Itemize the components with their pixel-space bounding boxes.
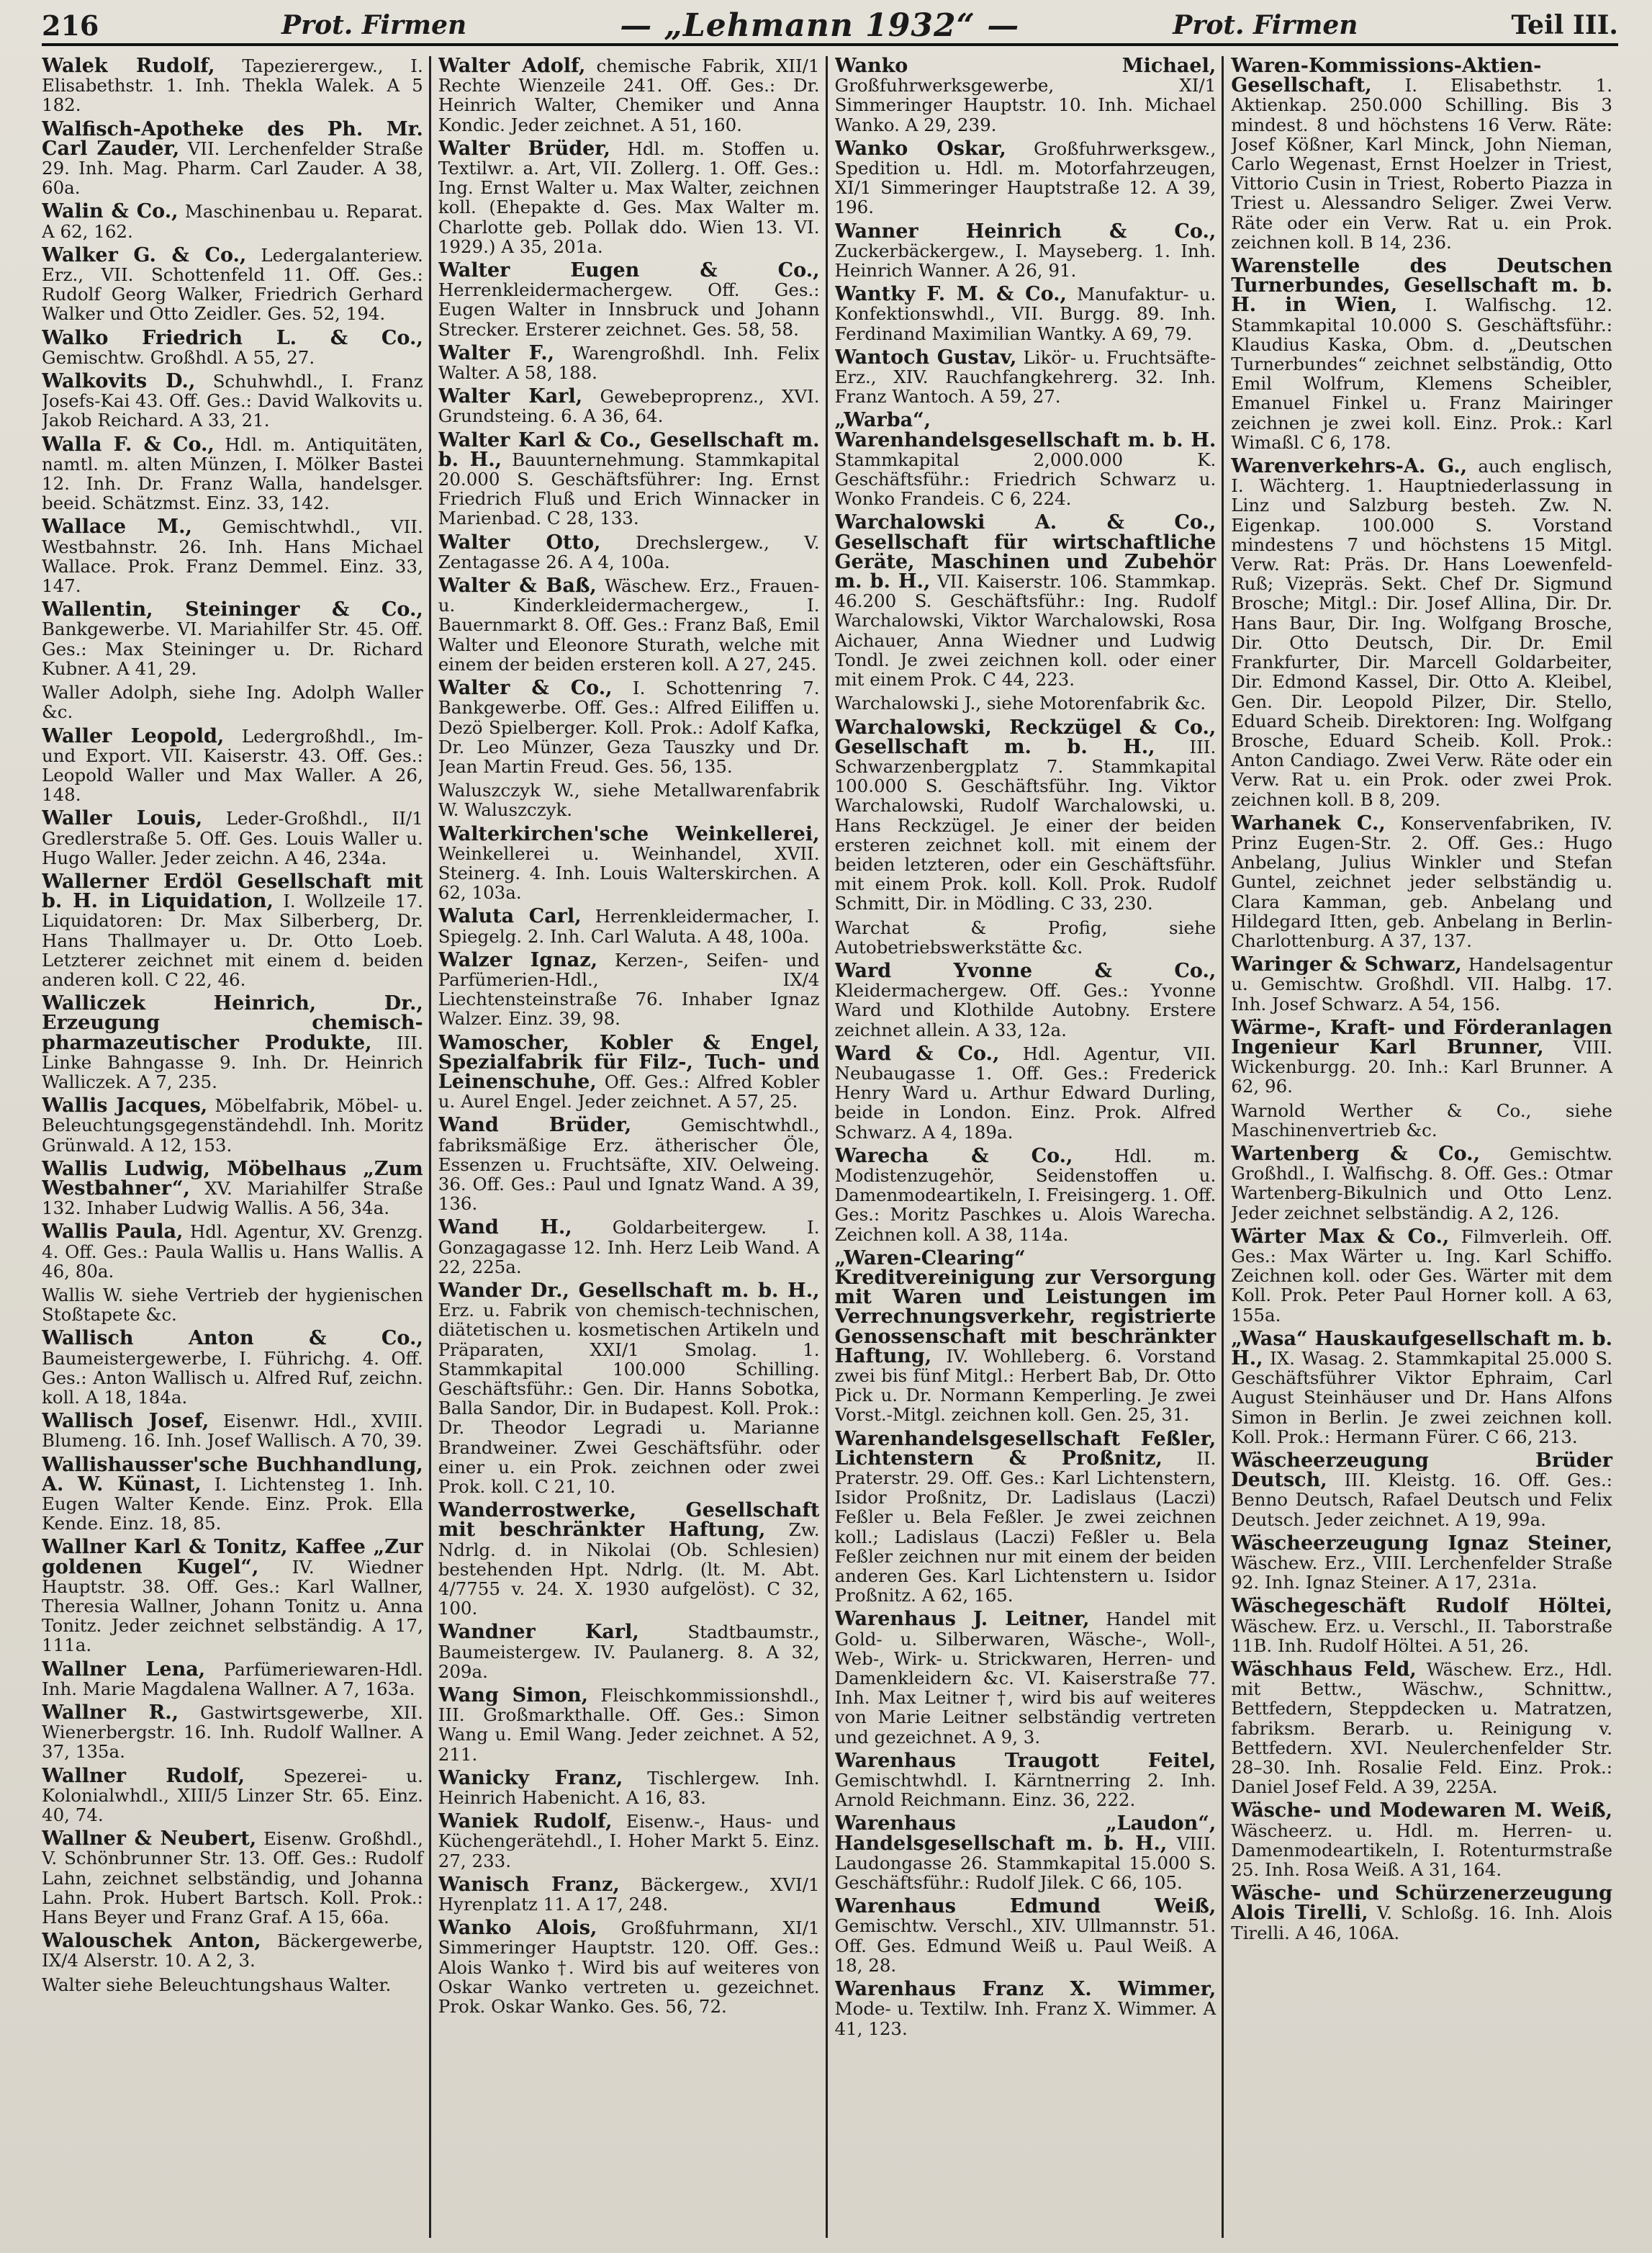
directory-entry: [1231, 56, 1612, 252]
column-4: [1231, 56, 1618, 2238]
section-heading-right: Prot. Firmen: [1173, 10, 1358, 40]
entry-details: VII. Lerchenfelder Straße 29. Inh. Mag. Pharm. Carl Zauder. A 38, 60a.: [42, 138, 423, 199]
entry-details: Warnold Werther & Co., siehe Maschinenvertrieb &c.: [1231, 1099, 1612, 1141]
section-heading-left: Prot. Firmen: [281, 10, 467, 40]
directory-entry: [835, 961, 1217, 1040]
entry-details: Zuckerbäckergew., I. Mayseberg. 1. Inh. Heinrich Wanner. A 26, 91.: [834, 240, 1217, 282]
entry-details: I. Wollzeile 17. Liquidatoren: Dr. Max Silberberg, Dr. Hans Thallmayer u. Dr. Otto Loeb. Letzterer zeichnet mit einem d. beiden anderen koll. C 22, 46.: [42, 891, 423, 990]
directory-entry: [42, 1096, 423, 1155]
entry-details: Warengroßhdl. Inh. Felix Walter. A 58, 188.: [438, 342, 820, 384]
entry-company-name: Wäscheerzeugung Brüder Deutsch,: [1231, 1449, 1612, 1492]
entry-company-name: Wand H.,: [438, 1216, 572, 1239]
entry-company-name: Walla F. & Co.,: [42, 433, 215, 456]
entry-details: Warchat & Profig, siehe Autobetriebswerkstätte &c.: [834, 917, 1217, 958]
entry-details: IV. Wiedner Hauptstr. 38. Off. Ges.: Karl Wallner, Theresia Wallner, Johann Tonitz u. Anna Tonitz. Jeder zeichnet selbständig. A 17, 111a.: [42, 1556, 423, 1656]
directory-entry: [42, 243, 423, 325]
entry-company-name: Wanderrostwerke, Gesellschaft mit beschränkter Haftung,: [438, 1499, 820, 1542]
entry-details: auch englisch, I. Wächterg. 1. Hauptniederlassung in Linz und Salzburg besteh. Zw. N. Eigenkap. 100.000 S. Vorstand mindestens 7 und höchstens 15 Mitgl. Verw. Rat: Präs. Dr. Hans Loewenfeld-Ruß; Vizepräs. Sekt. Chef Dr. Sigmund Brosche; Mitgl.: Dir. Josef Allina, Dir. Dr. Hans Baur, Dir. Ing. Wolfgang Brosche, Dir. Otto Deutsch, Dir. Dr. Emil Frankfurter, Dir. Marcell Goldarbeiter, Dir. Edmond Kassel, Dir. Otto A. Kleibel, Gen. Dir. Leopold Pilzer, Dir. Stello, Eduard Scheib. Direktoren: Ing. Wolfgang Brosche, Eduard Scheib. Koll. Prok.: Anton Candiago. Zwei Verw. Räte oder ein Verw. Rat u. ein Prok. oder zwei Prok. zeichnen koll. B 8, 209.: [1231, 456, 1613, 810]
directory-entry: [42, 872, 423, 989]
entry-details: Likör- u. Fruchtsäfte-Erz., XIV. Rauchfangkehrerg. 32. Inh. Franz Wantoch. A 59, 27.: [834, 346, 1217, 408]
entry-details: Bäckergewerbe, IX/4 Alserstr. 10. A 2, 3.: [42, 1930, 423, 1971]
entry-company-name: Waren-Kommissions-Aktien-Gesellschaft,: [1231, 56, 1542, 97]
directory-entry: [1231, 256, 1612, 452]
entry-company-name: Wäsche- und Schürzenerzeugung Alois Tirelli,: [1231, 1882, 1612, 1925]
page-number: 216: [42, 9, 99, 42]
entry-details: Mode- u. Textilw. Inh. Franz X. Wimmer. A 41, 123.: [834, 1998, 1217, 2039]
entry-details: Herrenkleidermacher, I. Spiegelg. 2. Inh. Carl Waluta. A 48, 100a.: [438, 906, 820, 947]
directory-entry: [1231, 1660, 1612, 1796]
directory-entry: [438, 56, 820, 135]
directory-entry: [835, 1146, 1217, 1244]
entry-details: IX. Wasag. 2. Stammkapital 25.000 S. Geschäftsführer Viktor Ephraim, Carl August Steinhäuser und Dr. Hans Alfons Simon in Berlin. Je zwei zeichnen koll. Koll. Prok.: Hermann Fürer. C 66, 213.: [1231, 1348, 1612, 1447]
entry-company-name: Wallace M.,: [42, 516, 192, 539]
entry-details: Schuhwhdl., I. Franz Josefs-Kai 43. Off. Ges.: David Walkovits u. Jakob Reichard. A 33, 21.: [42, 371, 423, 431]
entry-company-name: Walter Eugen & Co.,: [438, 259, 820, 282]
entry-details: Wäschew. Erz., Hdl. mit Bettw., Wäschw., Schnittw., Bettfedern, Steppdecken u. Matratzen, fabriksm. Berarb. u. Reinigung v. Bettfedern. XVI. Neulerchenfelder Str. 28–30. Inh. Rosalie Feld. Einz. Prok.: Daniel Josef Feld. A 39, 225A.: [1231, 1659, 1612, 1798]
entry-details: Stammkapital 2,000.000 K. Geschäftsführ.: Friedrich Schwarz u. Wonko Frandeis. C 6, 224.: [834, 449, 1217, 510]
directory-entry: [835, 513, 1217, 689]
entry-details: Off. Ges.: Alfred Kobler u. Aurel Engel. Jeder zeichnet. A 57, 25.: [438, 1071, 820, 1112]
entry-details: Waller Adolph, siehe Ing. Adolph Waller &c.: [42, 682, 423, 723]
entry-details: Bauunternehmung. Stammkapital 20.000 S. Geschäftsführer: Ing. Ernst Friedrich Fluß und Erich Winnacker in Marienbad. C 28, 133.: [438, 449, 820, 529]
directory-entry: [42, 809, 423, 868]
entry-company-name: Walter & Baß,: [438, 575, 597, 598]
entry-details: Bankgewerbe. VI. Mariahilfer Str. 45. Off. Ges.: Max Steininger u. Dr. Richard Kubner. A 41, 29.: [42, 619, 423, 679]
directory-entry: [1231, 1329, 1612, 1447]
entry-details: Großfuhrwerksgewerbe, XI/1 Simmeringer Hauptstr. 10. Inh. Michael Wanko. A 29, 239.: [834, 75, 1217, 135]
entry-details: Wäschew. Erz., Frauen- u. Kinderkleidermachergew., I. Bauernmarkt 8. Off. Ges.: Franz Baß, Emil Walter und Eleonore Sturath, welche mit einem der beiden ersteren koll. A 27, 245.: [438, 575, 820, 675]
entry-details: III. Schwarzenbergplatz 7. Stammkapital 100.000 S. Geschäftsführ. Ing. Viktor Warchalowski, Rudolf Warchalowski, u. Hans Reckzügel. Je einer der beiden ersteren zeichnet koll. mit einem der beiden letzteren, oder ein Geschäftsführ. mit einem Prok. koll. Koll. Prok. Rudolf Schmitt, Dir. in Mödling. C 33, 230.: [834, 736, 1217, 914]
entry-details: Wäschew. Erz. u. Verschl., II. Taborstraße 11B. Inh. Rudolf Höltei. A 51, 26.: [1231, 1615, 1612, 1656]
directory-entry: [438, 1622, 820, 1681]
entry-company-name: „Wasa“ Hauskaufgesellschaft m. b. H.,: [1231, 1327, 1612, 1370]
directory-entry: [42, 1975, 423, 1995]
entry-details: Gewebeproprenz., XVI. Grundsteing. 6. A 36, 64.: [438, 386, 820, 427]
entry-details: Herrenkleidermachergew. Off. Ges.: Eugen Walter in Innsbruck und Johann Strecker. Ersterer zeichnet. Ges. 58, 58.: [438, 279, 820, 340]
directory-entry: [835, 348, 1217, 407]
directory-entry: [42, 1660, 423, 1699]
entry-details: Kerzen-, Seifen- und Parfümerien-Hdl., IX/4 Liechtensteinstraße 76. Inhaber Ignaz Walzer. Einz. 39, 98.: [438, 949, 820, 1030]
entry-company-name: Wärme-, Kraft- und Förderanlagen Ingenieur Karl Brunner,: [1231, 1016, 1612, 1058]
directory-entry: [42, 56, 423, 115]
entry-details: Zw. Ndrlg. d. in Nikolai (Ob. Schlesien) bestehenden Hpt. Ndrlg. (lt. M. Abt. 4/7755 v. 24. X. 1930 aufgelöst). C 32, 100.: [438, 1519, 820, 1619]
entry-details: Goldarbeitergew. I. Gonzagagasse 12. Inh. Herz Leib Wand. A 22, 225a.: [438, 1217, 820, 1277]
directory-entry: [438, 1875, 820, 1914]
entry-company-name: Wallner & Neubert,: [42, 1827, 257, 1850]
directory-entry: [1231, 811, 1612, 951]
entry-company-name: Walkovits D.,: [42, 370, 196, 393]
directory-entry: [42, 1829, 423, 1927]
directory-entry: [438, 1033, 820, 1112]
entry-company-name: Wanisch Franz,: [438, 1873, 620, 1896]
directory-entry: [42, 1411, 423, 1450]
column-2: [438, 56, 828, 2238]
entry-company-name: Walter F.,: [438, 341, 555, 364]
entry-company-name: Walter Karl & Co., Gesellschaft m. b. H.,: [438, 428, 820, 471]
directory-entry: [438, 1918, 820, 2016]
directory-entry: [834, 1246, 1217, 1426]
entry-details: Maschinenbau u. Reparat. A 62, 162.: [42, 201, 423, 242]
directory-entry: [438, 533, 820, 572]
directory-entry: [42, 1285, 423, 1324]
directory-entry: [835, 718, 1217, 914]
directory-entry: [1231, 1534, 1612, 1593]
entry-details: Gemischtwhdl. I. Kärntnerring 2. Inh. Arnold Reichmann. Einz. 36, 222.: [834, 1770, 1217, 1811]
entry-company-name: Warenstelle des Deutschen Turnerbundes, Gesellschaft m. b. H. in Wien,: [1231, 255, 1612, 317]
directory-entry: [835, 1044, 1217, 1142]
entry-details: Leder-Großhdl., II/1 Gredlerstraße 5. Off. Ges. Louis Waller u. Hugo Waller. Jeder zeichn. A 46, 234a.: [42, 808, 423, 868]
entry-company-name: Wamoscher, Kobler & Engel, Spezialfabrik für Filz-, Tuch- und Leinenschuhe,: [438, 1031, 820, 1093]
entry-details: II. Praterstr. 29. Off. Ges.: Karl Lichtenstern, Isidor Proßnitz, Dr. Ladislaus (Laczi) Feßler u. Bela Feßler. Je zwei zeichnen koll.; Ladislaus (Laczi) Feßler u. Bela Feßler zeichnen nur mit einem der beiden anderen Ges. Karl Lichtenstern u. Isidor Proßnitz. A 62, 165.: [834, 1447, 1217, 1606]
directory-entry: [42, 1703, 423, 1762]
entry-company-name: Warchalowski A. & Co., Gesellschaft für wirtschaftliche Geräte, Maschinen und Zubehör m. b. H.,: [834, 511, 1217, 593]
entry-details: Gemischtw. Großhdl., I. Walfischg. 8. Off. Ges.: Otmar Wartenberg-Bikulnich und Otto Lenz. Jeder zeichnet selbständig. A 2, 126.: [1231, 1143, 1612, 1223]
directory-entry: [42, 117, 423, 199]
entry-details: Tischlergew. Inh. Heinrich Habenicht. A 16, 83.: [438, 1767, 820, 1809]
entry-details: I. Schottenring 7. Bankgewerbe. Off. Ges.: Alfred Eiliffen u. Dezö Spielberger. Koll. Prok.: Adolf Kafka, Dr. Leo Münzer, Geza Tauszky und Dr. Jean Martin Freud. Ges. 56, 135.: [438, 678, 820, 777]
entry-company-name: Wallisch Josef,: [42, 1410, 209, 1433]
entry-details: Großfuhrmann, XI/1 Simmeringer Hauptstr. 120. Off. Ges.: Alois Wanko †. Wird bis auf weiteres von Oskar Wanko vertreten u. gezeichnet. Prok. Oskar Wanko. Ges. 56, 72.: [438, 1917, 820, 2018]
entry-company-name: Walin & Co.,: [42, 200, 179, 223]
entry-company-name: Walter Brüder,: [438, 137, 610, 160]
entry-company-name: Wand Brüder,: [438, 1114, 632, 1137]
directory-entry: [438, 139, 820, 256]
entry-details: Ledergalanteriew. Erz., VII. Schottenfeld 11. Off. Ges.: Rudolf Georg Walker, Friedrich Gerhard Walker und Otto Zeidler. Ges. 52, 194.: [42, 244, 423, 325]
directory-entry: [835, 1897, 1217, 1975]
directory-entry: [42, 994, 423, 1092]
part-label: Teil III.: [1511, 10, 1618, 40]
entry-details: Gemischtw. Verschl., XIV. Ullmannstr. 51. Off. Ges. Edmund Weiß u. Paul Weiß. A 18, 28.: [834, 1915, 1217, 1976]
entry-details: chemische Fabrik, XII/1 Rechte Wienzeile 241. Off. Ges.: Dr. Heinrich Walter, Chemiker und Anna Kondic. Jeder zeichnet. A 51, 160.: [438, 56, 820, 135]
columns: [42, 56, 1618, 2238]
entry-company-name: Wanner Heinrich & Co.,: [834, 220, 1217, 243]
directory-entry: [42, 1931, 423, 1970]
entry-details: Wäschew. Erz., VIII. Lerchenfelder Straße 92. Inh. Ignaz Steiner. A 17, 231a.: [1231, 1552, 1612, 1593]
entry-company-name: Walzer Ignaz,: [438, 948, 597, 971]
entry-company-name: Waniek Rudolf,: [438, 1810, 613, 1833]
directory-entry: [835, 139, 1217, 217]
entry-details: Hdl. Agentur, VII. Neubaugasse 1. Off. Ges.: Frederick Henry Ward u. Arthur Edward Durling, beide in London. Einz. Prok. Alfred Schwarz. A 4, 189a.: [834, 1043, 1217, 1143]
entry-details: VIII. Laudongasse 26. Stammkapital 15.000 S. Geschäftsführ.: Rudolf Jilek. C 66, 105.: [834, 1832, 1217, 1894]
entry-company-name: Waller Louis,: [42, 807, 203, 830]
entry-company-name: Warenhandelsgesellschaft Feßler, Lichtenstern & Proßnitz,: [834, 1427, 1217, 1470]
entry-details: Hdl. m. Antiquitäten, namtl. m. alten Münzen, I. Mölker Bastei 12. Inh. Dr. Franz Walla, handelsger. beeid. Schätzmst. Einz. 33, 142.: [42, 433, 423, 514]
directory-entry: [835, 918, 1217, 957]
entry-company-name: Warenhaus Franz X. Wimmer,: [834, 1978, 1217, 2001]
directory-entry: [42, 1159, 423, 1218]
directory-entry: [1231, 1018, 1612, 1097]
entry-details: Hdl. m. Stoffen u. Textilwr. a. Art, VII. Zollerg. 1. Off. Ges.: Ing. Ernst Walter u. Max Walter, zeichnen koll. (Ehepakte d. Ges. Max Walter m. Charlotte geb. Pollak ddo. Wien 13. VI. 1929.) A 35, 201a.: [438, 138, 820, 257]
entry-details: Drechslergew., V. Zentagasse 26. A 4, 100a.: [438, 531, 820, 572]
entry-details: Gemischtwhdl., VII. Westbahnstr. 26. Inh. Hans Michael Wallace. Prok. Franz Demmel. Einz. 33, 147.: [42, 516, 423, 597]
column-3: [835, 56, 1224, 2238]
entry-company-name: Wanko Oskar,: [834, 137, 1006, 160]
entry-details: I. Elisabethstr. 1. Aktienkap. 250.000 Schilling. Bis 3 mindest. 8 und höchstens 16 Verw. Räte: Josef Kößner, Karl Minck, John Nieman, Carlo Wegenast, Ernst Hoelzer in Triest, Vittorio Cusin in Triest, Roberto Piazza in Triest u. Alessandro Seliger. Zwei Verw. Räte oder ein Verw. Rat u. ein Prok. zeichnen koll. B 14, 236.: [1231, 75, 1612, 253]
entry-company-name: Wantky F. M. & Co.,: [834, 283, 1067, 306]
directory-entry: [1231, 1451, 1612, 1529]
entry-company-name: Wantoch Gustav,: [834, 346, 1017, 369]
directory-entry: [438, 576, 820, 674]
entry-company-name: Wallner Rudolf,: [42, 1764, 245, 1787]
entry-company-name: Walter Adolf,: [438, 56, 586, 77]
directory-entry: [835, 1751, 1217, 1810]
directory-entry: [1231, 1884, 1612, 1943]
entry-company-name: Walter Karl,: [438, 385, 583, 408]
entry-company-name: Wallisch Anton & Co.,: [42, 1327, 423, 1350]
directory-entry: [42, 435, 423, 513]
entry-details: Gemischtw. Großhdl. A 55, 27.: [42, 346, 315, 368]
entry-company-name: Wallner Karl & Tonitz, Kaffee „Zur goldenen Kugel“,: [42, 1536, 423, 1578]
entry-details: IV. Wohlleberg. 6. Vorstand zwei bis fünf Mitgl.: Herbert Bab, Dr. Otto Pick u. Dr. Normann Kemperling. Je zwei Vorst.-Mitgl. zeichnen koll. Gen. 25, 31.: [834, 1345, 1217, 1426]
entry-details: Baumeistergewerbe, I. Führichg. 4. Off. Ges.: Anton Wallisch u. Alfred Ruf, zeichn. koll. A 18, 184a.: [42, 1347, 423, 1408]
directory-title: — „Lehmann 1932“ —: [620, 6, 1020, 44]
entry-details: III. Kleistg. 16. Off. Ges.: Benno Deutsch, Rafael Deutsch und Felix Deutsch. Jeder zeichnet. A 19, 99a.: [1231, 1470, 1612, 1530]
entry-company-name: Ward Yvonne & Co.,: [834, 959, 1217, 982]
entry-company-name: Waller Leopold,: [42, 724, 225, 747]
entry-company-name: Wäschegeschäft Rudolf Höltei,: [1231, 1595, 1612, 1618]
entry-details: Bäckergew., XVI/1 Hyrenplatz 11. A 17, 248.: [438, 1874, 820, 1915]
entry-company-name: Wallerner Erdöl Gesellschaft mit b. H. in Liquidation,: [42, 870, 423, 913]
entry-company-name: Warenhaus Traugott Feitel,: [834, 1749, 1217, 1772]
directory-entry: [438, 343, 820, 382]
entry-details: Parfümeriewaren-Hdl. Inh. Marie Magdalena Wallner. A 7, 163a.: [42, 1658, 423, 1699]
entry-details: Ledergroßhdl., Im- und Export. VII. Kaiserstr. 43. Off. Ges.: Leopold Waller und Max Waller. A 26, 148.: [42, 725, 423, 806]
directory-entry: [438, 678, 820, 776]
entry-company-name: Wallentin, Steininger & Co.,: [42, 598, 423, 621]
directory-entry: [438, 1115, 820, 1213]
directory-entry: [438, 1768, 820, 1807]
entry-company-name: Wanko Michael,: [834, 56, 1217, 77]
entry-details: Hdl. m. Modistenzugehör, Seidenstoffen u. Damenmodeartikeln, I. Freisingerg. 1. Off. Ges.: Moritz Paschkes u. Alois Warecha. Zeichnen koll. A 38, 114a.: [834, 1145, 1217, 1245]
entry-company-name: Wandner Karl,: [438, 1621, 639, 1644]
entry-company-name: Warhanek C.,: [1231, 811, 1386, 835]
entry-company-name: Warenhaus „Laudon“, Handelsgesellschaft m. b. H.,: [834, 1812, 1217, 1855]
entry-company-name: Wäschhaus Feld,: [1231, 1658, 1417, 1681]
entry-details: I. Lichtensteg 1. Inh. Eugen Walter Kende. Einz. Prok. Ella Kende. Einz. 18, 85.: [42, 1473, 423, 1534]
entry-company-name: Waringer & Schwarz,: [1231, 953, 1462, 976]
directory-entry: [42, 202, 423, 240]
entry-details: Gemischtwhdl., fabriksmäßige Erz. ätherischer Öle, Essenzen u. Fruchtsäfte, XIV. Oelweing. 36. Off. Ges.: Paul und Ignatz Wand. A 39, 136.: [438, 1115, 820, 1215]
entry-company-name: Walko Friedrich L. & Co.,: [42, 326, 423, 349]
directory-entry: [1231, 955, 1612, 1014]
directory-entry: [835, 1979, 1217, 2038]
entry-company-name: Warecha & Co.,: [834, 1144, 1073, 1167]
entry-company-name: Wanko Alois,: [438, 1917, 597, 1940]
entry-company-name: Wallner R.,: [42, 1701, 179, 1724]
entry-company-name: Walouschek Anton,: [42, 1930, 261, 1953]
entry-details: Filmverleih. Off. Ges.: Max Wärter u. Ing. Karl Schiffo. Zeichnen koll. oder Ges. Wärter mit dem Koll. Prok. Peter Paul Horner koll. A 63, 155a.: [1231, 1226, 1612, 1326]
directory-entry: [42, 1537, 423, 1655]
entry-company-name: Warenverkehrs-A. G.,: [1231, 455, 1468, 478]
entry-details: Waluszczyk W., siehe Metallwarenfabrik W. Waluszczyk.: [438, 780, 820, 821]
directory-entry: [1231, 1227, 1612, 1325]
directory-entry: [438, 1501, 820, 1618]
entry-details: Spezerei- u. Kolonialwhdl., XIII/5 Linzer Str. 65. Einz. 40, 74.: [42, 1765, 423, 1826]
directory-entry: [438, 907, 820, 945]
directory-entry: [42, 1766, 423, 1825]
entry-details: Fleischkommissionshdl., III. Großmarkthalle. Off. Ges.: Simon Wang u. Emil Wang. Jeder zeichnet. A 52, 211.: [438, 1685, 820, 1765]
entry-details: VIII. Wickenburgg. 20. Inh.: Karl Brunner. A 62, 96.: [1231, 1036, 1612, 1097]
entry-details: Manufaktur- u. Konfektionswhdl., VII. Burgg. 89. Inh. Ferdinand Maximilian Wantky. A 69, 79.: [834, 284, 1217, 344]
directory-entry: [835, 1609, 1217, 1746]
entry-details: Wallis W. siehe Vertrieb der hygienischen Stoßtapete &c.: [42, 1284, 423, 1326]
directory-entry: [1231, 1144, 1612, 1223]
entry-company-name: Walterkirchen'sche Weinkellerei,: [438, 822, 820, 845]
entry-details: Eisenw. Großhdl., V. Schönbrunner Str. 13. Off. Ges.: Rudolf Lahn, zeichnet selbständig, und Johanna Lahn. Prok. Hubert Bartsch. Koll. Prok.: Hans Beyer und Franz Graf. A 15, 66a.: [42, 1828, 423, 1928]
entry-details: Großfuhrwerksgew., Spedition u. Hdl. m. Motorfahrzeugen, XI/1 Simmeringer Hauptstraße 12. A 39, 196.: [834, 138, 1217, 218]
directory-entry: [835, 222, 1217, 281]
directory-entry: [42, 600, 423, 678]
entry-company-name: Wartenberg & Co.,: [1231, 1142, 1480, 1165]
entry-details: I. Walfischg. 12. Stammkapital 10.000 S. Geschäftsführ.: Klaudius Kaska, Obm. d. „Deutschen Turnerbundes“ zeichnet selbständig, Otto Emil Wolfrum, Klemens Scheibler, Emanuel Finkel u. Franz Mairinger zeichnen je zwei koll. Einz. Prok.: Karl Wimaßl. C 6, 178.: [1231, 294, 1612, 453]
directory-entry: [42, 1222, 423, 1281]
directory-entry: [438, 1218, 820, 1277]
directory-entry: [438, 824, 820, 903]
directory-entry: [1231, 1801, 1612, 1879]
directory-entry: [438, 428, 820, 529]
entry-company-name: Walliczek Heinrich, Dr., Erzeugung chemisch-pharmazeutischer Produkte,: [42, 992, 423, 1054]
entry-details: Handelsagentur u. Gemischtw. Großhdl. VII. Halbg. 17. Inh. Josef Schwarz. A 54, 156.: [1231, 954, 1612, 1015]
entry-details: Tapezierergew., I. Elisabethstr. 1. Inh. Thekla Walek. A 5 182.: [42, 56, 423, 116]
directory-entry: [835, 1814, 1217, 1892]
entry-company-name: Wärter Max & Co.,: [1231, 1225, 1450, 1248]
entry-company-name: Waluta Carl,: [438, 905, 582, 928]
directory-entry: [42, 724, 423, 806]
entry-company-name: Wallis Jacques,: [42, 1094, 208, 1117]
entry-details: Gastwirtsgewerbe, XII. Wienerbergstr. 16. Inh. Rudolf Wallner. A 37, 135a.: [42, 1702, 423, 1763]
entry-company-name: Warenhaus Edmund Weiß,: [834, 1895, 1217, 1918]
directory-entry: [438, 1812, 820, 1871]
entry-details: Möbelfabrik, Möbel- u. Beleuchtungsgegenständehdl. Inh. Moritz Grünwald. A 12, 153.: [42, 1095, 423, 1156]
entry-company-name: Walfisch-Apotheke des Ph. Mr. Carl Zauder,: [42, 117, 423, 160]
entry-details: Stadtbaumstr., Baumeistergew. IV. Paulanerg. 8. A 32, 209a.: [438, 1622, 820, 1682]
directory-entry: [42, 372, 423, 431]
entry-details: VII. Kaiserstr. 106. Stammkap. 46.200 S. Geschäftsführ.: Ing. Rudolf Warchalowski, Viktor Warchalowski, Rosa Aichauer, Anna Wiedner und Ludwig Tondl. Je zwei zeichnen koll. oder einer mit einem Prok. C 44, 223.: [834, 571, 1217, 691]
entry-company-name: Warenhaus J. Leitner,: [834, 1608, 1090, 1631]
page-header: [42, 7, 1618, 46]
entry-company-name: Walter & Co.,: [438, 677, 613, 700]
entry-details: Wäscheerz. u. Hdl. m. Herren- u. Damenmodeartikeln, I. Rotenturmstraße 25. Inh. Rosa Weiß. A 31, 164.: [1231, 1820, 1612, 1881]
entry-details: Erz. u. Fabrik von chemisch-technischen, diätetischen u. kosmetischen Artikeln und Präparaten, XXI/1 Smolag. 1. Stammkapital 100.000 Schilling. Geschäftsführ.: Gen. Dir. Hanns Sobotka, Balla Sandor, Dir. in Budapest. Koll. Prok.: Dr. Theodor Legradi u. Marianne Brandweiner. Zwei Geschäftsführ. oder einer u. ein Prok. zeichnen oder zwei Prok. koll. C 21, 10.: [438, 1300, 820, 1498]
entry-company-name: „Warba“, Warenhandelsgesellschaft m. b. H.: [834, 409, 1217, 451]
directory-entry: [1231, 457, 1612, 809]
directory-entry: [42, 683, 423, 721]
entry-company-name: Ward & Co.,: [834, 1042, 1000, 1065]
entry-company-name: Walter Otto,: [438, 531, 601, 554]
directory-entry: [835, 410, 1217, 508]
entry-details: Eisenw.-, Haus- und Küchengerätehdl., I. Hoher Markt 5. Einz. 27, 233.: [438, 1811, 820, 1871]
entry-company-name: Wang Simon,: [438, 1684, 589, 1707]
entry-company-name: Wäsche- und Modewaren M. Weiß,: [1231, 1799, 1612, 1822]
entry-details: XV. Mariahilfer Straße 132. Inhaber Ludwig Wallis. A 56, 34a.: [42, 1177, 423, 1219]
entry-company-name: Wallner Lena,: [42, 1658, 206, 1681]
directory-entry: [438, 261, 820, 339]
directory-entry: [835, 56, 1217, 135]
directory-entry: [42, 1455, 423, 1534]
entry-company-name: Wander Dr., Gesellschaft m. b. H.,: [438, 1279, 820, 1302]
directory-entry: [438, 387, 820, 426]
directory-entry: [835, 1429, 1217, 1606]
entry-details: Walter siehe Beleuchtungshaus Walter.: [42, 1974, 392, 1995]
entry-details: Weinkellerei u. Weinhandel, XVII. Steinerg. 4. Inh. Louis Walterskirchen. A 62, 103a.: [438, 842, 820, 904]
directory-entry: [835, 693, 1217, 713]
entry-details: III. Linke Bahngasse 9. Inh. Dr. Heinrich Walliczek. A 7, 235.: [42, 1032, 423, 1092]
directory-entry: [438, 1686, 820, 1764]
entry-company-name: Warchalowski, Reckzügel & Co., Gesellschaft m. b. H.,: [834, 716, 1217, 758]
entry-company-name: Wäscheerzeugung Ignaz Steiner,: [1231, 1532, 1612, 1555]
entry-company-name: „Waren-Clearing“ Kreditvereinigung zur Versorgung mit Waren und Leistungen im Verrechnungsverkehr, registrierte Genossenschaft mit beschränkter Haftung,: [834, 1246, 1217, 1367]
entry-company-name: Wallis Ludwig, Möbelhaus „Zum Westbahner“,: [42, 1157, 423, 1200]
entry-company-name: Walker G. & Co.,: [42, 243, 247, 266]
directory-entry: [438, 950, 820, 1029]
entry-company-name: Walek Rudolf,: [42, 56, 215, 77]
entry-company-name: Wallis Paula,: [42, 1220, 184, 1244]
entry-details: Hdl. Agentur, XV. Grenzg. 4. Off. Ges.: Paula Wallis u. Hans Wallis. A 46, 80a.: [42, 1221, 423, 1282]
directory-entry: [438, 1281, 820, 1496]
entry-details: V. Schloßg. 16. Inh. Alois Tirelli. A 46, 106A.: [1231, 1902, 1613, 1943]
entry-details: Handel mit Gold- u. Silberwaren, Wäsche-, Woll-, Web-, Wirk- u. Strickwaren, Herren- und Damenkleidern &c. VI. Kaiserstraße 77. Inh. Max Leitner †, wird bis auf weiteres von Marie Leitner selbständig vertreten und gezeichnet. A 9, 3.: [834, 1609, 1217, 1748]
directory-entry: [1231, 1101, 1612, 1140]
entry-company-name: Wanicky Franz,: [438, 1766, 623, 1789]
entry-details: Konservenfabriken, IV. Prinz Eugen-Str. 2. Off. Ges.: Hugo Anbelang, Julius Winkler und Stefan Guntel, zeichnet jeder selbständig u. Clara Kamman, geb. Anbelang und Hildegard Itten, geb. Anbelang in Berlin-Charlottenburg. A 37, 137.: [1231, 812, 1612, 951]
directory-entry: [1231, 1596, 1612, 1655]
directory-entry: [835, 284, 1217, 343]
entry-details: Warchalowski J., siehe Motorenfabrik &c.: [834, 693, 1206, 714]
column-1: [42, 56, 431, 2238]
directory-entry: [42, 1328, 423, 1407]
directory-entry: [42, 328, 423, 367]
directory-entry: [42, 517, 423, 595]
directory-entry: [438, 781, 820, 819]
entry-details: Eisenwr. Hdl., XVIII. Blumeng. 16. Inh. Josef Wallisch. A 70, 39.: [42, 1411, 423, 1452]
entry-details: Kleidermachergew. Off. Ges.: Yvonne Ward und Klothilde Autobny. Erstere zeichnet allein. A 33, 12a.: [834, 980, 1217, 1040]
entry-company-name: Wallishausser'sche Buchhandlung, A. W. Künast,: [42, 1453, 423, 1496]
